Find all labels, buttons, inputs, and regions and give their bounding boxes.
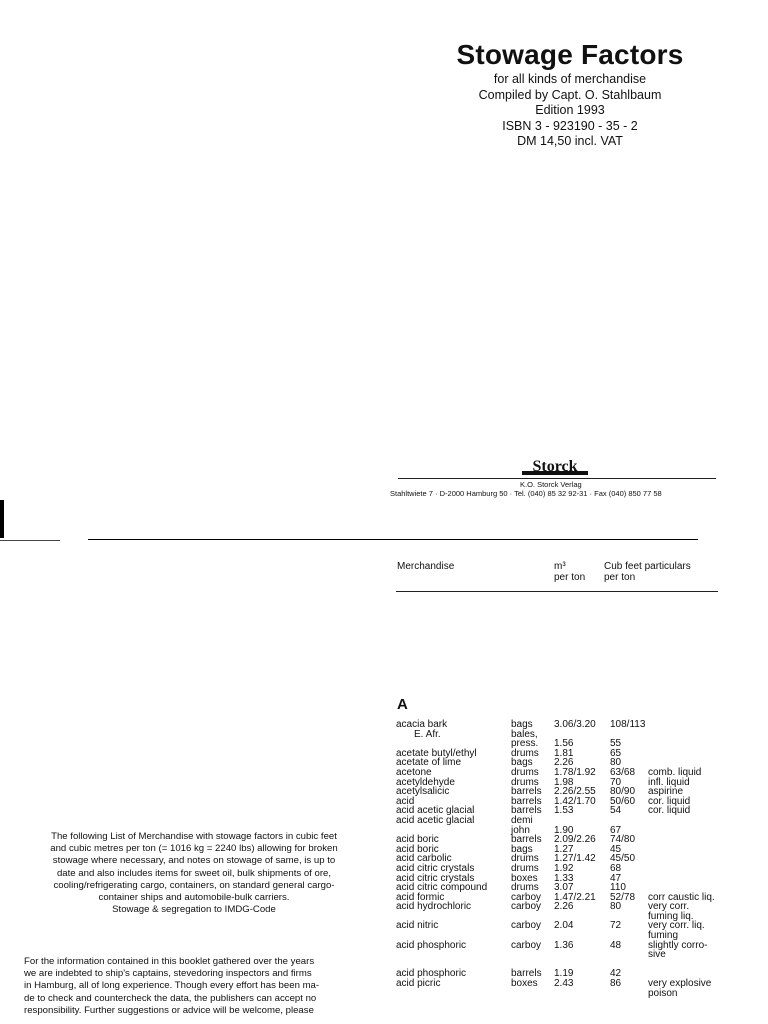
entry-cubic-feet: 110 [610, 882, 626, 894]
table-row [396, 730, 768, 740]
publisher-divider [398, 478, 716, 479]
entry-particulars: infl. liquid [648, 776, 690, 788]
intro-line: cooling/refrigerating cargo, containers, on standard general cargo- [53, 879, 335, 891]
entry-particulars: aspirine [648, 786, 684, 798]
intro-line: For the information contained in this booklet gathered over the years [24, 956, 315, 967]
entry-particulars: poison [648, 987, 678, 999]
page-fold-mark [0, 500, 4, 538]
header-divider [396, 591, 718, 592]
cover-title-block [400, 38, 740, 150]
entry-packing: drums [511, 862, 539, 874]
entry-particulars: comb. liquid [648, 766, 702, 778]
entry-name: acid acetic glacial [396, 805, 475, 817]
entry-cubic-feet: 108/113 [610, 719, 646, 730]
entry-particulars: cor. liquid [648, 805, 691, 817]
entry-name: acid phosphoric [396, 968, 467, 980]
table-row [396, 835, 768, 845]
entry-m3: 1.27/1.42 [554, 853, 596, 865]
entry-cubic-feet: 68 [610, 862, 622, 874]
entry-packing: drums [511, 776, 539, 788]
book-title: Stowage Factors [456, 39, 684, 70]
entry-particulars: cor. liquid [648, 795, 691, 807]
entry-m3: 1.56 [554, 738, 574, 750]
entry-name: acid boric [396, 834, 439, 846]
intro-line: Stowage & segregation to IMDG-Code [112, 904, 276, 916]
entry-name: acetate butyl/ethyl [396, 747, 477, 759]
book-compiler: Compiled by Capt. O. Stahlbaum [478, 87, 662, 102]
entry-name: acid nitric [396, 920, 439, 932]
entry-m3: 2.26/2.55 [554, 786, 596, 798]
entry-cubic-feet: 45 [610, 843, 622, 855]
entry-cubic-feet: 54 [610, 805, 622, 817]
entry-name: acetyldehyde [396, 776, 455, 788]
entry-m3: 1.98 [554, 776, 574, 788]
intro-line: de to check and countercheck the data, the publishers can accept no [24, 992, 317, 1004]
entry-m3: 1.19 [554, 968, 574, 980]
entry-m3: 1.42/1.70 [554, 795, 596, 807]
header-m3-unit: m³ [554, 561, 566, 572]
entry-m3: 1.27 [554, 843, 574, 855]
entry-m3: 1.36 [554, 939, 574, 951]
page-fold-line-left [0, 540, 60, 541]
entry-particulars: fuming liq. [648, 910, 694, 922]
page-fold-line [88, 539, 698, 540]
entry-cubic-feet: 80 [610, 901, 622, 913]
entry-packing: drums [511, 766, 539, 778]
entry-cubic-feet: 50/60 [610, 795, 636, 807]
entry-cubic-feet: 45/50 [610, 853, 636, 865]
intro-line: stowage where necessary, and notes on stowage of same, is up to [52, 855, 336, 867]
intro-line: and cubic metres per ton (= 1016 kg = 2240 lbs) allowing for broken [50, 843, 338, 855]
entry-name: acid carbolic [396, 853, 452, 865]
entry-packing: barrels [511, 795, 542, 807]
entry-name: acid boric [396, 843, 439, 855]
entry-name: E. Afr. [414, 728, 441, 740]
table-row [396, 816, 768, 826]
table-row [396, 912, 768, 922]
entry-packing: barrels [511, 968, 542, 980]
entry-packing: bags [511, 757, 533, 769]
entry-cubic-feet: 86 [610, 978, 622, 990]
entry-packing: bags [511, 719, 533, 730]
entry-m3: 3.06/3.20 [554, 719, 596, 730]
entry-particulars: slightly corro- [648, 939, 708, 951]
entry-cubic-feet: 48 [610, 939, 622, 951]
entry-name: acid hydrochloric [396, 901, 472, 913]
entry-packing: john [511, 824, 530, 836]
entry-m3: 1.78/1.92 [554, 766, 596, 778]
publisher-logo [520, 455, 590, 479]
entry-cubic-feet: 80 [610, 757, 622, 769]
table-row [396, 950, 768, 960]
entry-packing: demi [511, 814, 533, 826]
header-m3 [554, 561, 585, 583]
entry-packing: drums [511, 747, 539, 759]
table-row [396, 941, 768, 951]
entry-cubic-feet: 52/78 [610, 891, 636, 903]
entry-name: acid picric [396, 978, 441, 990]
entry-name: acetone [396, 766, 432, 778]
entry-m3: 1.90 [554, 824, 574, 836]
entry-packing: drums [511, 853, 539, 865]
header-cf-per-ton: per ton [604, 572, 636, 583]
merchandise-list [396, 720, 768, 998]
entry-packing: bales, [511, 728, 538, 740]
entry-particulars: sive [648, 949, 666, 961]
book-edition: Edition 1993 [535, 103, 605, 117]
book-subtitle: for all kinds of merchandise [493, 72, 647, 86]
entry-m3: 1.92 [554, 862, 574, 874]
entry-m3: 1.81 [554, 747, 574, 759]
entry-packing: press. [511, 738, 539, 750]
entry-cubic-feet: 70 [610, 776, 622, 788]
entry-packing: carboy [511, 920, 542, 932]
entry-m3: 1.47/2.21 [554, 891, 596, 903]
entry-m3: 1.53 [554, 805, 574, 817]
entry-name: acid citric compound [396, 882, 488, 894]
header-merchandise: Merchandise [397, 561, 455, 572]
intro-paragraph-2 [24, 956, 364, 1017]
publisher-logo-text: Storck [532, 458, 578, 475]
entry-cubic-feet: 55 [610, 738, 622, 750]
intro-line: in Hamburg, all of long experience. Though every effort has been ma- [24, 980, 320, 992]
intro-line: date and also includes items for sweet oil, bulk shipments of ore, [56, 867, 332, 879]
entry-cubic-feet: 74/80 [610, 834, 636, 846]
entry-particulars: very corr. [648, 901, 690, 913]
book-price: DM 14,50 incl. VAT [517, 134, 623, 148]
entry-packing: barrels [511, 834, 542, 846]
entry-name: acetylsalicic [396, 786, 450, 798]
entry-particulars: very corr. liq. [648, 920, 705, 932]
table-row [396, 921, 768, 931]
book-isbn: ISBN 3 - 923190 - 35 - 2 [502, 118, 638, 133]
intro-line: responsibility. Further suggestions or advice will be welcome, please [24, 1004, 314, 1016]
entry-cubic-feet: 72 [610, 920, 622, 932]
entry-particulars: corr caustic liq. [648, 891, 715, 903]
entry-cubic-feet: 65 [610, 747, 622, 759]
entry-m3: 2.04 [554, 920, 574, 932]
entry-m3: 2.43 [554, 978, 574, 990]
header-cf-label: Cub feet particulars [604, 561, 691, 572]
intro-line: container ships and automobile-bulk carriers. [98, 892, 290, 904]
publisher-address: Stahltwiete 7 · D-2000 Hamburg 50 · Tel. (040) 85 32 92-31 · Fax (040) 850 77 58 [390, 489, 662, 498]
entry-packing: carboy [511, 891, 542, 903]
entry-particulars: very explosive [648, 978, 712, 990]
entry-packing: drums [511, 882, 539, 894]
entry-m3: 3.07 [554, 882, 574, 894]
entry-name: acid phosphoric [396, 939, 467, 951]
entry-packing: carboy [511, 901, 542, 913]
header-cubic-feet [604, 561, 691, 583]
entry-packing: boxes [511, 978, 538, 990]
entry-packing: barrels [511, 805, 542, 817]
entry-cubic-feet: 67 [610, 824, 622, 836]
header-m3-per-ton: per ton [554, 572, 586, 583]
entry-name: acid citric crystals [396, 862, 475, 874]
intro-paragraph-1 [24, 831, 364, 916]
entry-name: acid citric crystals [396, 872, 475, 884]
publisher-name: K.O. Storck Verlag [520, 480, 582, 489]
table-row [396, 989, 768, 999]
table-row [396, 902, 768, 912]
entry-m3: 2.09/2.26 [554, 834, 596, 846]
entry-particulars: fuming [648, 930, 679, 942]
entry-name: acetate of lime [396, 757, 462, 769]
entry-cubic-feet: 63/68 [610, 766, 636, 778]
table-row [396, 720, 768, 730]
entry-name: acacia bark [396, 719, 448, 730]
section-letter: A [397, 696, 408, 713]
entry-m3: 2.26 [554, 757, 574, 769]
entry-name: acid acetic glacial [396, 814, 475, 826]
table-row [396, 979, 768, 989]
entry-name: acid [396, 795, 415, 807]
entry-m3: 1.33 [554, 872, 574, 884]
entry-packing: boxes [511, 872, 538, 884]
entry-name: acid formic [396, 891, 445, 903]
entry-cubic-feet: 47 [610, 872, 622, 884]
entry-packing: barrels [511, 786, 542, 798]
entry-cubic-feet: 80/90 [610, 786, 636, 798]
entry-cubic-feet: 42 [610, 968, 622, 980]
table-row [396, 969, 768, 979]
entry-packing: bags [511, 843, 533, 855]
entry-m3: 2.26 [554, 901, 574, 913]
intro-line: The following List of Merchandise with stowage factors in cubic feet [51, 831, 337, 842]
entry-packing: carboy [511, 939, 542, 951]
intro-line: we are indebted to ship's captains, stevedoring inspectors and firms [24, 968, 312, 980]
